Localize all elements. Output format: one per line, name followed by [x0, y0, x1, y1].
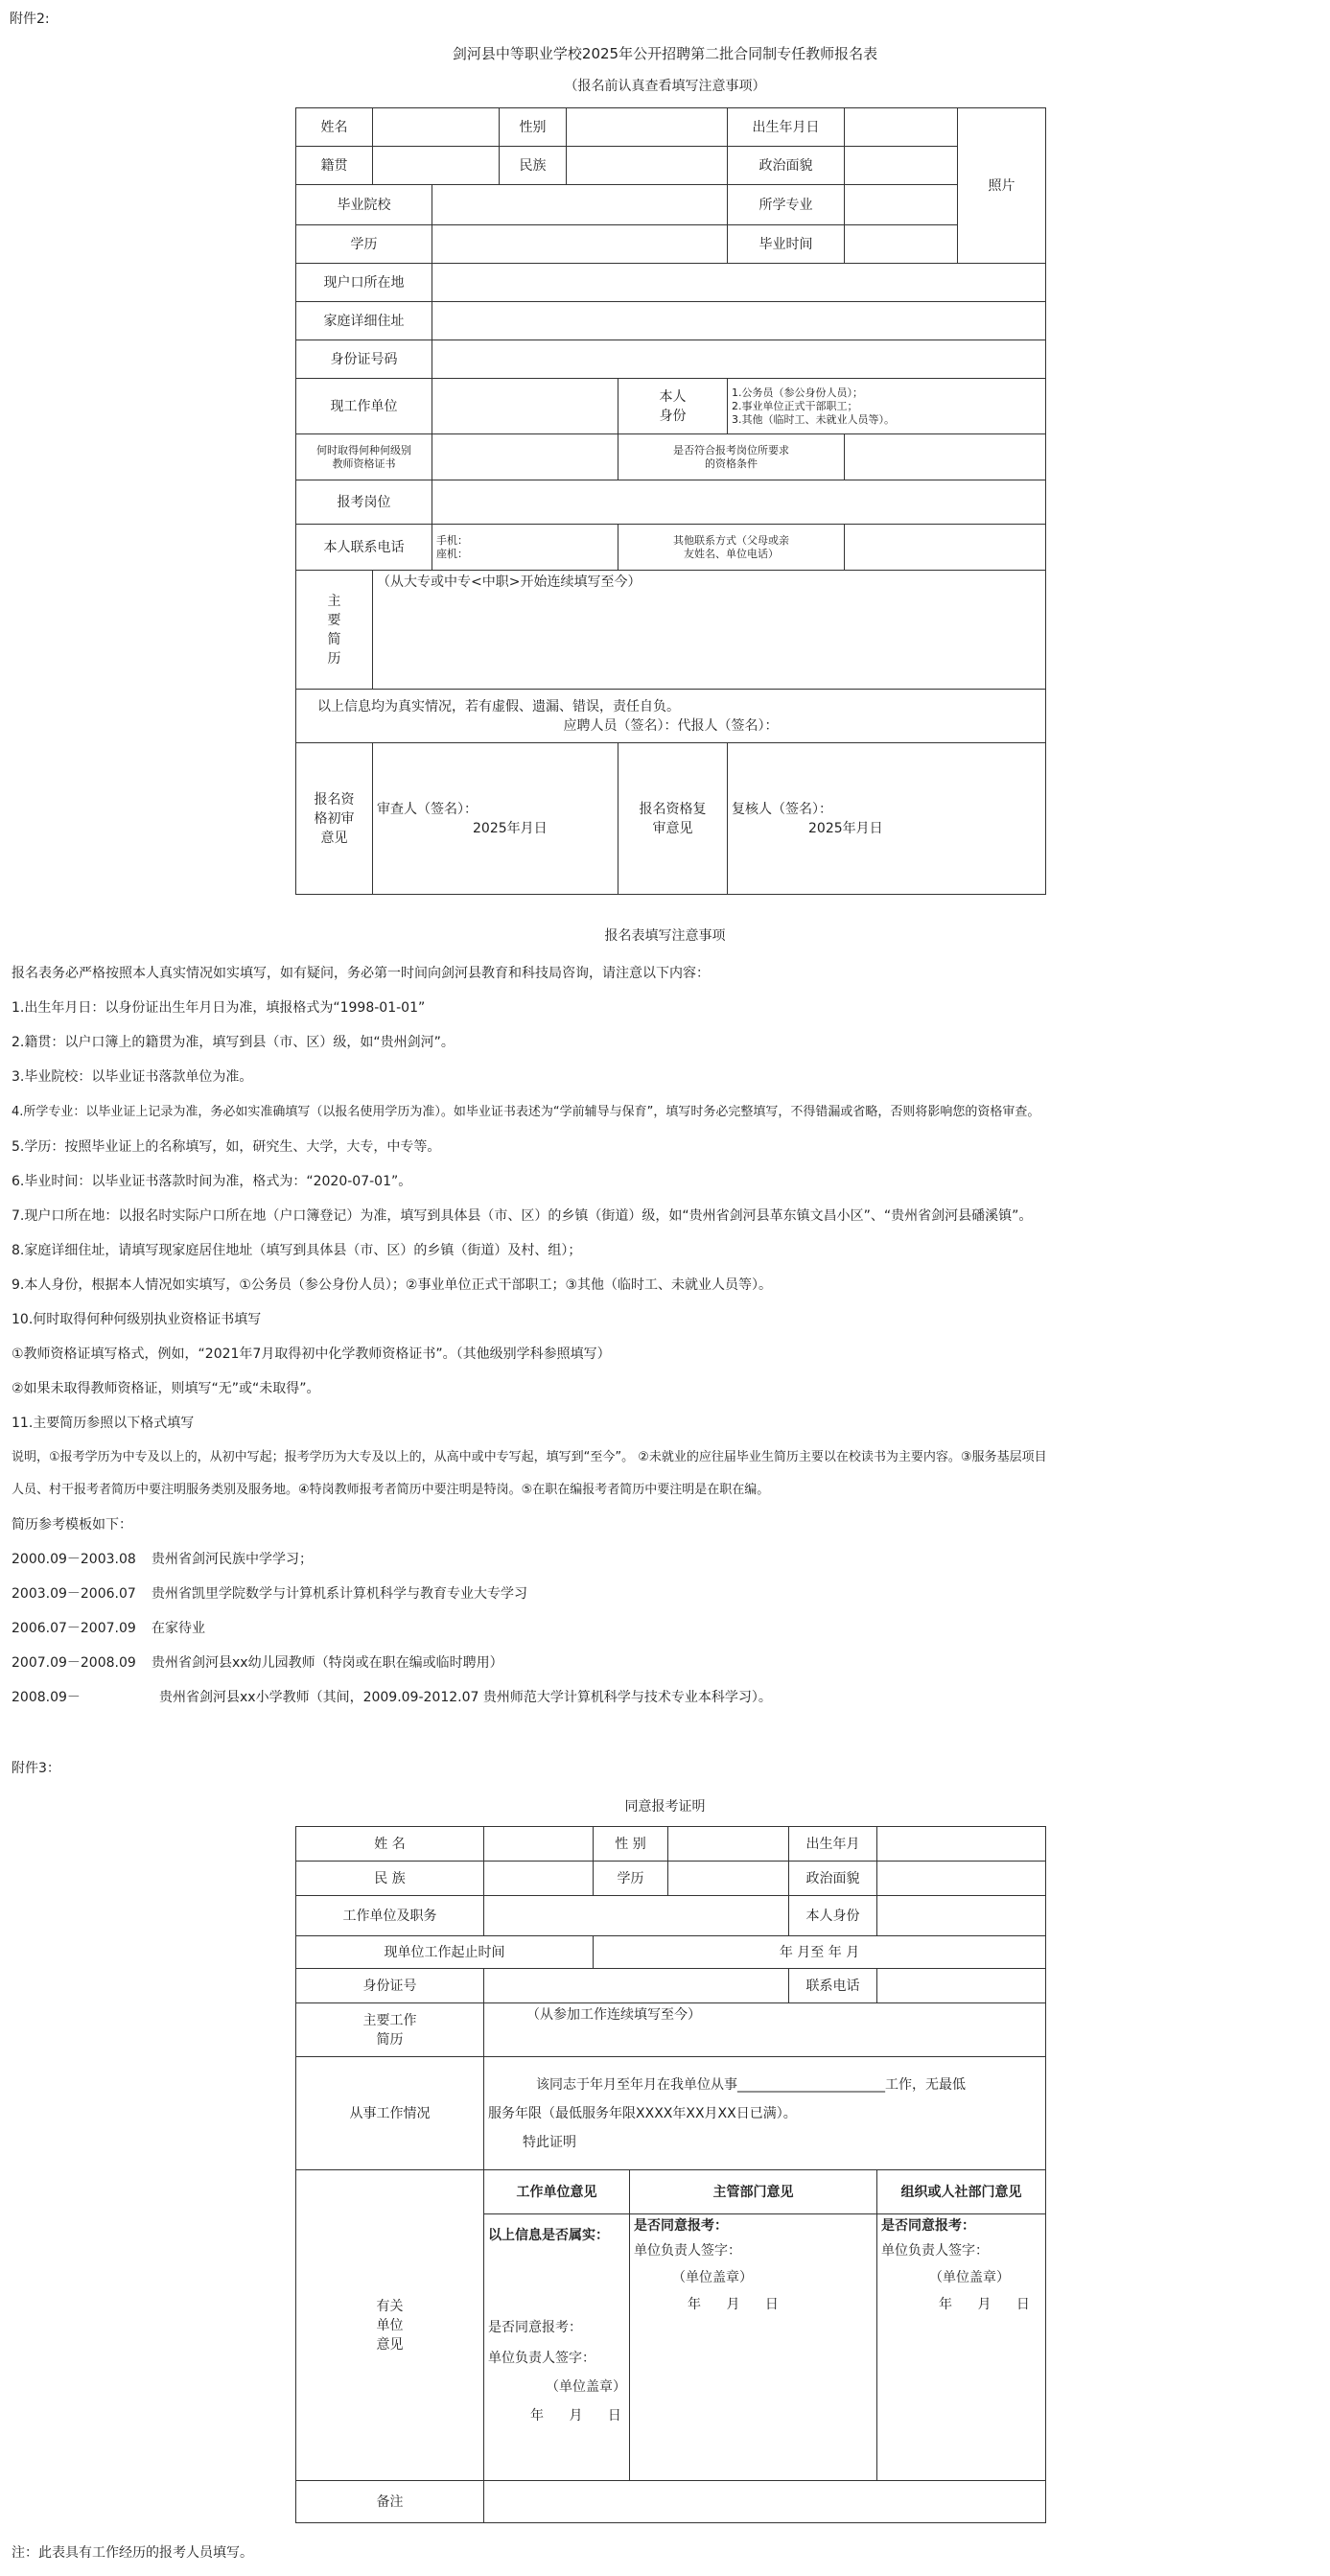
- label-political-2: 政治面貌: [789, 1862, 877, 1896]
- label-ethnic-2: 民 族: [296, 1862, 484, 1896]
- label-opinion: 有关 单位 意见: [296, 2170, 484, 2481]
- label-employer: 现工作单位: [296, 379, 432, 434]
- notes-line: 4.所学专业：以毕业证上记录为准，务必如实准确填写（以报名使用学历为准）。如毕业证书表述为“学前辅导与保育”，填写时务必完整填写，不得错漏或省略，否则将影响您的资格审查。: [12, 1105, 1040, 1119]
- header-hr: 组织或人社部门意见: [877, 2170, 1046, 2214]
- label-remark: 备注: [296, 2481, 484, 2523]
- label-identity: 本人 身份: [618, 379, 728, 434]
- label-position: 报考岗位: [296, 480, 432, 525]
- annex3-label: 附件3：: [12, 1761, 60, 1776]
- notes-line: 人员、村干报考者简历中要注明服务类别及服务地。④特岗教师报考者简历中要注明是特岗。⑤在职在编报考者简历中要注明是在职在编。: [12, 1483, 770, 1497]
- resume-row-period: 2000.09－2003.08: [12, 1552, 136, 1567]
- resume-row-period: 2007.09－2008.09: [12, 1655, 136, 1671]
- label-gender-2: 性 别: [594, 1827, 668, 1862]
- field-school[interactable]: [432, 185, 728, 225]
- field-ethnic-2[interactable]: [484, 1862, 594, 1896]
- annex3-footnote: 注：此表具有工作经历的报考人员填写。: [12, 2545, 253, 2561]
- label-first-review: 报名资 格初审 意见: [296, 743, 373, 895]
- notes-line: 10.何时取得何种何级别执业资格证书填写: [12, 1312, 262, 1327]
- label-second-review: 报名资格复 审意见: [618, 743, 728, 895]
- field-native[interactable]: [373, 147, 500, 185]
- field-remark[interactable]: [484, 2481, 1046, 2523]
- header-work-unit: 工作单位意见: [484, 2170, 630, 2214]
- field-phone-2[interactable]: [877, 1969, 1046, 2003]
- label-other-contact: 其他联系方式（父母或亲 友姓名、单位电话）: [618, 525, 845, 571]
- label-address: 家庭详细住址: [296, 302, 432, 340]
- notes-line: 报名表务必严格按照本人真实情况如实填写，如有疑问，务必第一时间向剑河县教育和科技局咨询，请注意以下内容：: [12, 966, 710, 981]
- label-name: 姓名: [296, 108, 373, 147]
- c3-sign: 单位负责人签字：: [881, 2243, 990, 2259]
- field-grad-time[interactable]: [845, 225, 958, 264]
- c3-question: 是否同意报考：: [881, 2218, 976, 2234]
- opinion-dept[interactable]: [630, 2214, 877, 2481]
- field-identity-2[interactable]: [877, 1896, 1046, 1936]
- notes-line: 11.主要简历参照以下格式填写: [12, 1416, 195, 1431]
- registration-form: [295, 107, 1046, 895]
- label-resume: 主 要 简 历: [296, 571, 373, 690]
- field-meets[interactable]: [845, 434, 1046, 480]
- label-education-2: 学历: [594, 1862, 668, 1896]
- field-resume-2[interactable]: [484, 2003, 1046, 2057]
- notes-line: ②如果未取得教师资格证，则填写“无”或“未取得”。: [12, 1381, 320, 1396]
- notes-line: 1.出生年月日：以身份证出生年月日为准，填报格式为“1998-01-01”: [12, 1000, 426, 1016]
- label-phone-2: 联系电话: [789, 1969, 877, 2003]
- annex3-title: 同意报考证明: [624, 1799, 706, 1815]
- field-employer[interactable]: [432, 379, 618, 434]
- notes-line: ①教师资格证填写格式，例如，“2021年7月取得初中化学教师资格证书”。（其他级别学科参照填写）: [12, 1347, 611, 1362]
- resume-row-text: 贵州省剑河县xx小学教师（其间，2009.09-2012.07 贵州师范大学计算机科学与技术专业本科学习）。: [159, 1690, 772, 1705]
- field-id-2[interactable]: [484, 1969, 789, 2003]
- field-residence[interactable]: [432, 264, 1046, 302]
- c2-sign: 单位负责人签字：: [634, 2243, 742, 2259]
- annex2-title: 剑河县中等职业学校2025年公开招聘第二批合同制专任教师报名表: [452, 45, 878, 62]
- work-line-1: 该同志于年月至年月在我单位从事______________________工作，无最低: [536, 2076, 967, 2093]
- field-birth[interactable]: [845, 108, 958, 147]
- notes-line: 2.籍贯：以户口簿上的籍贯为准，填写到县（市、区）级，如“贵州剑河”。: [12, 1035, 455, 1050]
- identity-option-3: 3.其他（临时工、未就业人员等）。: [732, 412, 895, 426]
- field-name-2[interactable]: [484, 1827, 594, 1862]
- identity-options[interactable]: [728, 379, 1046, 434]
- field-first-review[interactable]: [373, 743, 618, 895]
- c1-agree: 是否同意报考：: [488, 2320, 583, 2335]
- annex2-subtitle: （报名前认真查看填写注意事项）: [564, 79, 766, 94]
- field-education-2[interactable]: [668, 1862, 789, 1896]
- field-birth-2[interactable]: [877, 1827, 1046, 1862]
- field-political[interactable]: [845, 147, 958, 185]
- c3-date: 年 月 日: [939, 2297, 1030, 2312]
- label-major: 所学专业: [728, 185, 845, 225]
- label-birth: 出生年月日: [728, 108, 845, 147]
- work-line-3: 特此证明: [523, 2134, 577, 2150]
- field-work[interactable]: [484, 2057, 1046, 2170]
- label-meets: 是否符合报考岗位所要求 的资格条件: [618, 434, 845, 480]
- resume-row-period: 2003.09－2006.07: [12, 1586, 136, 1602]
- field-gender-2[interactable]: [668, 1827, 789, 1862]
- field-gender[interactable]: [567, 108, 728, 147]
- field-id[interactable]: [432, 340, 1046, 379]
- field-political-2[interactable]: [877, 1862, 1046, 1896]
- label-name-2: 姓 名: [296, 1827, 484, 1862]
- label-ethnic: 民族: [500, 147, 567, 185]
- label-phone: 本人联系电话: [296, 525, 432, 571]
- c2-seal: （单位盖章）: [672, 2270, 754, 2285]
- label-gender: 性别: [500, 108, 567, 147]
- c1-date: 年 月 日: [530, 2408, 621, 2424]
- header-dept: 主管部门意见: [630, 2170, 877, 2214]
- c1-question: 以上信息是否属实：: [488, 2228, 610, 2243]
- reviewer-sign: 审查人（签名）：: [377, 801, 478, 817]
- field-other-contact[interactable]: [845, 525, 1046, 571]
- field-resume[interactable]: [373, 571, 1046, 690]
- field-start-time[interactable]: 年 月至 年 月: [594, 1936, 1046, 1969]
- first-review-date: 2025年月日: [473, 820, 548, 836]
- label-resume-2: 主要工作 简历: [296, 2003, 484, 2057]
- notes-line: 9.本人身份，根据本人情况如实填写，①公务员（参公身份人员）；②事业单位正式干部职工；③其他（临时工、未就业人员等）。: [12, 1277, 773, 1293]
- mobile-label: 手机：: [436, 533, 468, 547]
- label-native: 籍贯: [296, 147, 373, 185]
- c2-date: 年 月 日: [688, 2297, 779, 2312]
- opinion-work-unit[interactable]: [484, 2214, 630, 2481]
- label-education: 学历: [296, 225, 432, 264]
- notes-line: 5.学历：按照毕业证上的名称填写，如，研究生、大学，大专，中专等。: [12, 1139, 441, 1155]
- identity-option-1: 1.公务员（参公身份人员）；: [732, 386, 863, 399]
- notes-line: 3.毕业院校：以毕业证书落款单位为准。: [12, 1069, 253, 1085]
- notes-line: 7.现户口所在地：以报名时实际户口所在地（户口簿登记）为准，填写到具体县（市、区）的乡镇（街道）级，如“贵州省剑河县革东镇文昌小区”、“贵州省剑河县磻溪镇”。: [12, 1208, 1033, 1224]
- label-id-2: 身份证号: [296, 1969, 484, 2003]
- opinion-hr[interactable]: [877, 2214, 1046, 2481]
- notes-title: 报名表填写注意事项: [604, 928, 726, 944]
- identity-option-2: 2.事业单位正式干部职工；: [732, 399, 858, 412]
- resume-hint: （从大专或中专<中职>开始连续填写至今）: [377, 574, 642, 590]
- label-grad-time: 毕业时间: [728, 225, 845, 264]
- field-name[interactable]: [373, 108, 500, 147]
- resume-hint-2: （从参加工作连续填写至今）: [526, 2007, 702, 2023]
- label-identity-2: 本人身份: [789, 1896, 877, 1936]
- photo-box[interactable]: 照片: [958, 108, 1046, 264]
- resume-row-text: 贵州省剑河县xx幼儿园教师（特岗或在职在编或临时聘用）: [152, 1655, 503, 1671]
- field-major[interactable]: [845, 185, 958, 225]
- annex2-label: 附件2:: [10, 12, 50, 27]
- resume-row-text: 在家待业: [152, 1621, 205, 1636]
- declaration: [296, 690, 1046, 743]
- label-residence: 现户口所在地: [296, 264, 432, 302]
- field-education[interactable]: [432, 225, 728, 264]
- resume-row-text: 贵州省凯里学院数学与计算机系计算机科学与教育专业大专学习: [152, 1586, 527, 1602]
- label-start-time: 现单位工作起止时间: [296, 1936, 594, 1969]
- landline-label: 座机：: [436, 547, 468, 560]
- c3-seal: （单位盖章）: [929, 2270, 1011, 2285]
- resume-row-text: 贵州省剑河民族中学学习；: [152, 1552, 313, 1567]
- notes-line: 简历参考模板如下：: [12, 1517, 132, 1533]
- field-employer-2[interactable]: [484, 1896, 789, 1936]
- field-phone[interactable]: [432, 525, 618, 571]
- declaration-text: 以上信息均为真实情况，若有虚假、遗漏、错误，责任自负。: [317, 698, 680, 714]
- second-review-date: 2025年月日: [808, 820, 883, 836]
- resume-row-period: 2006.07－2007.09: [12, 1621, 136, 1636]
- label-political: 政治面貌: [728, 147, 845, 185]
- label-school: 毕业院校: [296, 185, 432, 225]
- label-birth-2: 出生年月: [789, 1827, 877, 1862]
- c2-question: 是否同意报考：: [634, 2218, 729, 2234]
- work-line-2: 服务年限（最低服务年限XXXX年XX月XX日已满）。: [488, 2105, 797, 2121]
- label-cert: 何时取得何种何级别 教师资格证书: [296, 434, 432, 480]
- resume-row-period: 2008.09－: [12, 1690, 81, 1705]
- notes-line: 说明，①报考学历为中专及以上的，从初中写起；报考学历为大专及以上的，从高中或中专写起，填写到“至今”。 ②未就业的应往届毕业生简历主要以在校读书为主要内容。③服务基层项目: [12, 1450, 1047, 1464]
- label-work: 从事工作情况: [296, 2057, 484, 2170]
- notes-line: 6.毕业时间：以毕业证书落款时间为准，格式为：“2020-07-01”。: [12, 1174, 412, 1189]
- field-position[interactable]: [432, 480, 1046, 525]
- c1-sign: 单位负责人签字：: [488, 2351, 596, 2366]
- notes-line: 8.家庭详细住址，请填写现家庭居住地址（填写到具体县（市、区）的乡镇（街道）及村、组）；: [12, 1243, 582, 1258]
- label-employer-2: 工作单位及职务: [296, 1896, 484, 1936]
- declaration-sign: 应聘人员（签名）：代报人（签名）：: [563, 717, 779, 734]
- c1-seal: （单位盖章）: [546, 2379, 627, 2395]
- field-address[interactable]: [432, 302, 1046, 340]
- field-ethnic[interactable]: [567, 147, 728, 185]
- label-id: 身份证号码: [296, 340, 432, 379]
- consent-form: [295, 1826, 1046, 2523]
- field-second-review[interactable]: [728, 743, 1046, 895]
- rechecker-sign: 复核人（签名）：: [732, 801, 832, 817]
- field-cert[interactable]: [432, 434, 618, 480]
